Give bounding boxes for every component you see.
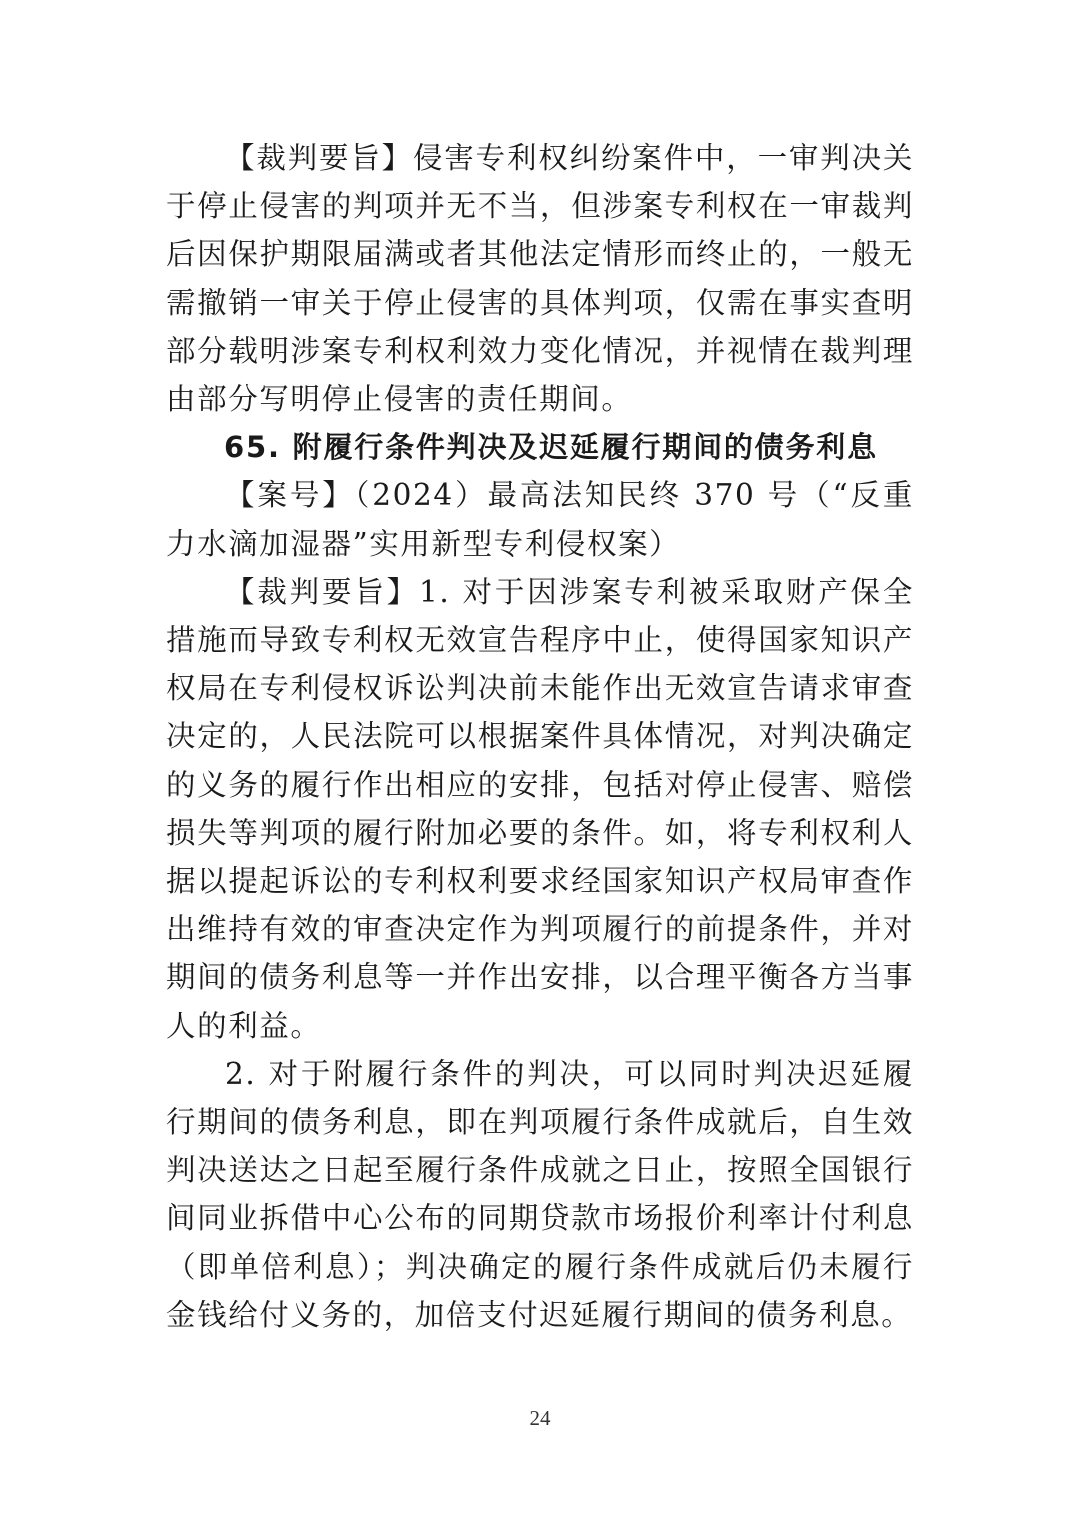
document-body (166, 134, 914, 1339)
section-heading-65: 65. 附履行条件判决及迟延履行期间的债务利息 (224, 430, 878, 465)
ruling-summary-paragraph-3: 2. 对于附履行条件的判决，可以同时判决迟延履行期间的债务利息，即在判项履行条件成就后，自生效判决送达之日起至履行条件成就之日止，按照全国银行间同业拆借中心公布的同期贷款市场报价利率计付利息（即单倍利息）；判决确定的履行条件成就后仍未履行金钱给付义务的，加倍支付迟延履行期间的债务利息。 (166, 1056, 914, 1332)
ruling-summary-paragraph-2: 【裁判要旨】1. 对于因涉案专利被采取财产保全措施而导致专利权无效宣告程序中止，使得国家知识产权局在专利侵权诉讼判决前未能作出无效宣告请求审查决定的，人民法院可以根据案件具体情况，对判决确定的义务的履行作出相应的安排，包括对停止侵害、赔偿损失等判项的履行附加必要的条件。如，将专利权利人据以提起诉讼的专利权利要求经国家知识产权局审查作出维持有效的审查决定作为判项履行的前提条件，并对期间的债务利息等一并作出安排，以合理平衡各方当事人的利益。 (166, 574, 914, 1043)
case-number-paragraph: 【案号】（2024）最高法知民终 370 号（“反重力水滴加湿器”实用新型专利侵权案） (166, 478, 914, 561)
ruling-summary-paragraph-1: 【裁判要旨】侵害专利权纠纷案件中，一审判决关于停止侵害的判项并无不当，但涉案专利权在一审裁判后因保护期限届满或者其他法定情形而终止的，一般无需撤销一审关于停止侵害的具体判项，仅需在事实查明部分载明涉案专利权利效力变化情况，并视情在裁判理由部分写明停止侵害的责任期间。 (166, 141, 914, 417)
page-number: 24 (529, 1406, 551, 1430)
